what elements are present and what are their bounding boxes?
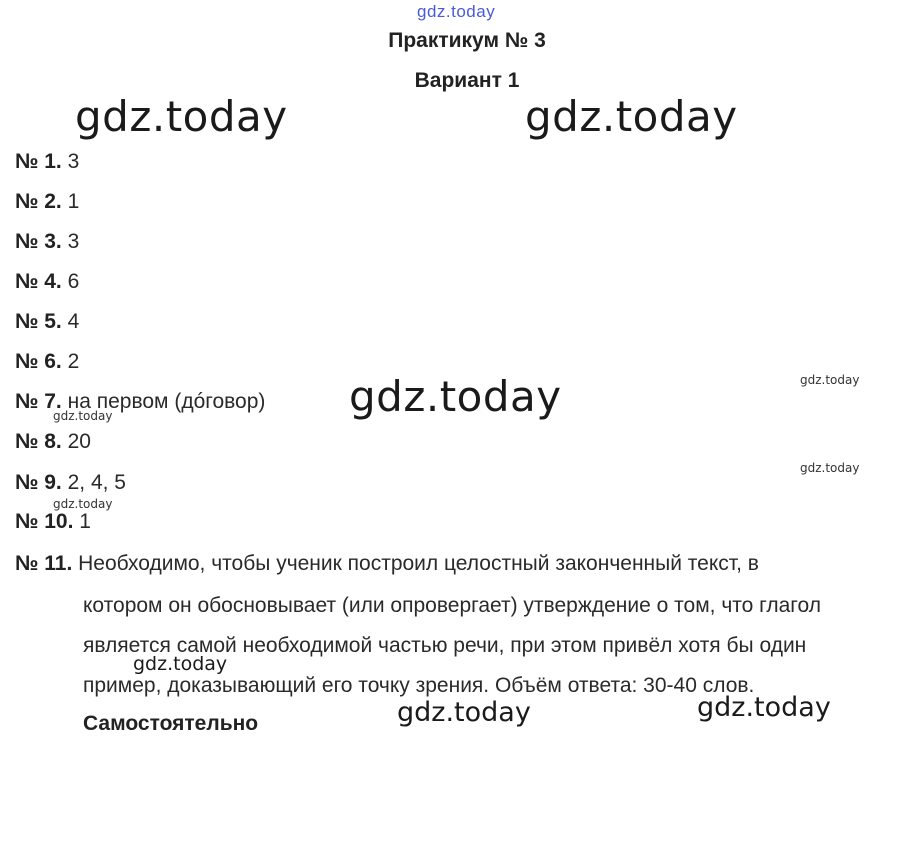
variant-title: Вариант 1 [414, 69, 520, 92]
answer-item-11 [15, 551, 759, 577]
answer-number: № 9. [15, 471, 62, 494]
answer-item [15, 269, 79, 295]
answer-value: 3 [67, 150, 80, 173]
answer-item [15, 349, 79, 375]
answer-item [15, 389, 265, 415]
answer-item [15, 509, 91, 535]
answer-number: № 1. [15, 150, 62, 173]
answer-number: № 5. [15, 310, 62, 333]
watermark-top: gdz.today [417, 2, 496, 21]
watermark-small: gdz.today [53, 497, 113, 511]
answer-text-line: пример, доказывающий его точку зрения. Объём ответа: 30-40 слов. [83, 674, 755, 697]
answer-item [15, 429, 91, 455]
watermark-small: gdz.today [800, 373, 860, 387]
watermark-large: gdz.today [75, 92, 288, 141]
answer-number: № 3. [15, 230, 62, 253]
watermark-medium: gdz.today [697, 692, 831, 723]
answer-value: 2 [67, 350, 80, 373]
self-study-label: Самостоятельно [83, 712, 259, 735]
answer-text-line: котором он обосновывает (или опровергает) утверждение о том, что глагол [83, 594, 821, 617]
answer-number: № 10. [15, 510, 74, 533]
answer-value: 4 [67, 310, 80, 333]
watermark-small: gdz.today [800, 461, 860, 475]
answer-value: 6 [67, 270, 80, 293]
answer-value: 3 [67, 230, 80, 253]
answer-value: на первом (дóговор) [67, 390, 266, 413]
answer-item [15, 309, 79, 335]
watermark-medium: gdz.today [133, 653, 228, 675]
answer-value: 2, 4, 5 [67, 471, 126, 494]
answer-number: № 11. [15, 552, 73, 575]
watermark-large: gdz.today [525, 92, 738, 141]
answer-item [15, 189, 79, 215]
answer-item [15, 470, 126, 496]
answer-value: 1 [67, 190, 80, 213]
answer-item [15, 229, 79, 255]
answer-number: № 7. [15, 390, 62, 413]
answer-item [15, 149, 79, 175]
answer-value: 1 [79, 510, 91, 533]
answer-number: № 6. [15, 350, 62, 373]
watermark-medium: gdz.today [397, 697, 531, 728]
answer-text-line: является самой необходимой частью речи, при этом привёл хотя бы один [83, 634, 807, 657]
page-title: Практикум № 3 [388, 29, 546, 52]
answer-number: № 2. [15, 190, 62, 213]
answer-value: 20 [67, 430, 91, 453]
answer-text-line: Необходимо, чтобы ученик построил целостный законченный текст, в [78, 552, 759, 575]
answer-number: № 8. [15, 430, 62, 453]
watermark-large: gdz.today [349, 372, 562, 421]
answer-number: № 4. [15, 270, 62, 293]
watermark-small: gdz.today [53, 409, 113, 423]
